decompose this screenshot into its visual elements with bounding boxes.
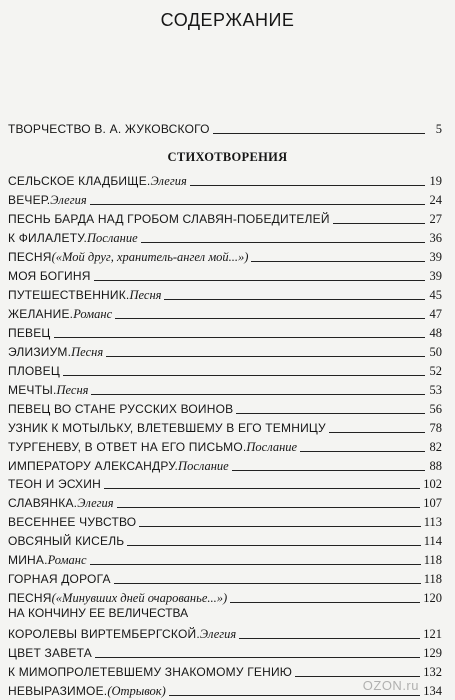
entry-title: ПЛОВЕЦ [8,364,60,378]
dot-leader [251,261,425,262]
watermark: OZON.ru [362,678,419,693]
entry-title: ТЕОН И ЭСХИН [8,477,101,491]
entry-page: 132 [423,665,442,679]
entry-title: ПУТЕШЕСТВЕННИК. [8,288,130,302]
toc-entry [8,246,442,264]
entry-page: 39 [429,269,442,283]
entry-title: ИМПЕРАТОРУ АЛЕКСАНДРУ. [8,459,179,473]
toc-entry [8,492,442,510]
entry-genre: Послание [246,440,298,454]
entry-title: ГОРНАЯ ДОРОГА [8,572,111,586]
toc-entry [8,568,442,586]
toc-entry [8,417,442,435]
entry-genre: Романс [73,307,113,321]
entry-title: СЛАВЯНКА. [8,496,78,510]
entry-page: 36 [429,231,442,245]
entry-page: 39 [429,250,442,264]
entry-page: 47 [429,307,442,321]
entry-genre: Песня [71,345,104,359]
dot-leader [127,545,420,546]
dot-leader [54,337,425,338]
entry-title: ПЕСНЯ [8,591,52,605]
entry-title: ТУРГЕНЕВУ, В ОТВЕТ НА ЕГО ПИСЬМО. [8,440,247,454]
entry-page: 118 [423,553,442,567]
entry-page: 52 [429,364,442,378]
entry-genre: Песня [56,383,89,397]
entry-page: 121 [423,627,442,641]
section-heading: СТИХОТВОРЕНИЯ [167,150,288,164]
entry-page: 114 [423,534,442,548]
entry-title: МИНА. [8,553,48,567]
toc-entry [8,227,442,245]
entry-page: 88 [429,459,442,473]
entry-title: К МИМОПРОЛЕТЕВШЕМУ ЗНАКОМОМУ ГЕНИЮ [8,665,293,679]
toc-entry [8,587,442,605]
toc-entry [8,455,442,473]
entry-title: ПЕВЕЦ [8,326,51,340]
dot-leader [169,695,420,696]
entry-genre: Элегия [199,627,237,641]
dot-leader [239,638,420,639]
entry-page: 48 [429,326,442,340]
entry-page: 56 [429,402,442,416]
toc-entry [8,549,442,567]
entry-title: НЕВЫРАЗИМОЕ. [8,684,108,698]
toc-entry-intro [8,118,442,136]
toc-entry [8,360,442,378]
entry-genre: Песня [129,288,162,302]
entry-title: ПЕСНЯ [8,250,52,264]
dot-leader [230,602,420,603]
entry-title: ВЕСЕННЕЕ ЧУВСТВО [8,515,137,529]
dot-leader [232,470,425,471]
entry-genre: (Отрывок) [107,684,166,698]
toc-entry [8,303,442,321]
entry-page: 53 [429,383,442,397]
entry-page: 102 [423,477,442,491]
dot-leader [115,318,425,319]
toc-entry [8,284,442,302]
entry-page: 113 [423,515,442,529]
entry-genre: Романс [47,553,87,567]
toc-entry [8,265,442,283]
dot-leader [90,564,421,565]
toc-entry [8,398,442,416]
dot-leader [104,488,420,489]
dot-leader [139,526,420,527]
page-title: СОДЕРЖАНИЕ [160,10,295,30]
entry-genre: («Мой друг, хранитель-ангел мой...») [51,250,249,264]
toc-entry [8,379,442,397]
toc-entry [8,511,442,529]
dot-leader [300,451,425,452]
entry-page: 45 [429,288,442,302]
toc-entry [8,661,442,679]
dot-leader [117,507,421,508]
dot-leader [190,185,425,186]
entry-page: 78 [429,421,442,435]
dot-leader [236,413,425,414]
dot-leader [63,375,425,376]
dot-leader [90,204,425,205]
entry-page: 82 [429,440,442,454]
entry-title: УЗНИК К МОТЫЛЬКУ, ВЛЕТЕВШЕМУ В ЕГО ТЕМНИЦУ [8,421,326,435]
entry-title: СЕЛЬСКОЕ КЛАДБИЩЕ. [8,174,151,188]
dot-leader [114,583,421,584]
dot-leader [95,657,420,658]
entry-page: 120 [423,591,442,605]
entry-title: ЦВЕТ ЗАВЕТА [8,646,92,660]
entry-title: ОВСЯНЫЙ КИСЕЛЬ [8,534,125,548]
entry-title: ТВОРЧЕСТВО В. А. ЖУКОВСКОГО [8,122,210,136]
toc-entry [8,436,442,454]
entry-genre: Послание [87,231,138,245]
entry-title: МЕЧТЫ. [8,383,57,397]
toc-entry [8,208,442,226]
entry-page: 5 [435,122,442,136]
dot-leader [141,242,425,243]
entry-title: ПЕСНЬ БАРДА НАД ГРОБОМ СЛАВЯН-ПОБЕДИТЕЛЕЙ [8,212,330,226]
dot-leader [333,223,425,224]
entry-page: 134 [423,684,442,698]
entry-genre: Элегия [77,496,114,510]
entry-title: ЭЛИЗИУМ. [8,345,72,359]
toc-entry [8,170,442,188]
entry-title: КОРОЛЕВЫ ВИРТЕМБЕРГСКОЙ. [8,627,200,641]
entry-page: 19 [429,174,442,188]
dot-leader [213,133,425,134]
entry-page: 129 [423,646,442,660]
entry-genre: Послание [178,459,229,473]
dot-leader [94,280,425,281]
dot-leader [106,356,425,357]
toc-entry [8,642,442,660]
toc-entry [8,530,442,548]
entry-title: МОЯ БОГИНЯ [8,269,91,283]
dot-leader [164,299,425,300]
entry-title: ПЕВЕЦ ВО СТАНЕ РУССКИХ ВОИНОВ [8,402,234,416]
entry-title: ЖЕЛАНИЕ. [8,307,74,321]
toc-entry [8,473,442,491]
entry-page: 24 [429,193,442,207]
entry-title: ВЕЧЕР. [8,193,51,207]
dot-leader [91,394,425,395]
toc-entry [8,341,442,359]
entry-title: К ФИЛАЛЕТУ. [8,231,87,245]
entry-title-line1: НА КОНЧИНУ ЕЕ ВЕЛИЧЕСТВА [8,606,189,620]
toc-entry [8,623,442,641]
toc-entry [8,322,442,340]
entry-genre: («Минувших дней очарованье...») [51,591,228,605]
entry-genre: Элегия [150,174,187,188]
entry-page: 27 [429,212,442,226]
entry-page: 50 [429,345,442,359]
entry-page: 118 [423,572,442,586]
entry-genre: Элегия [50,193,87,207]
dot-leader [329,432,425,433]
entry-page: 107 [423,496,442,510]
toc-entry [8,189,442,207]
dot-leader [295,676,420,677]
